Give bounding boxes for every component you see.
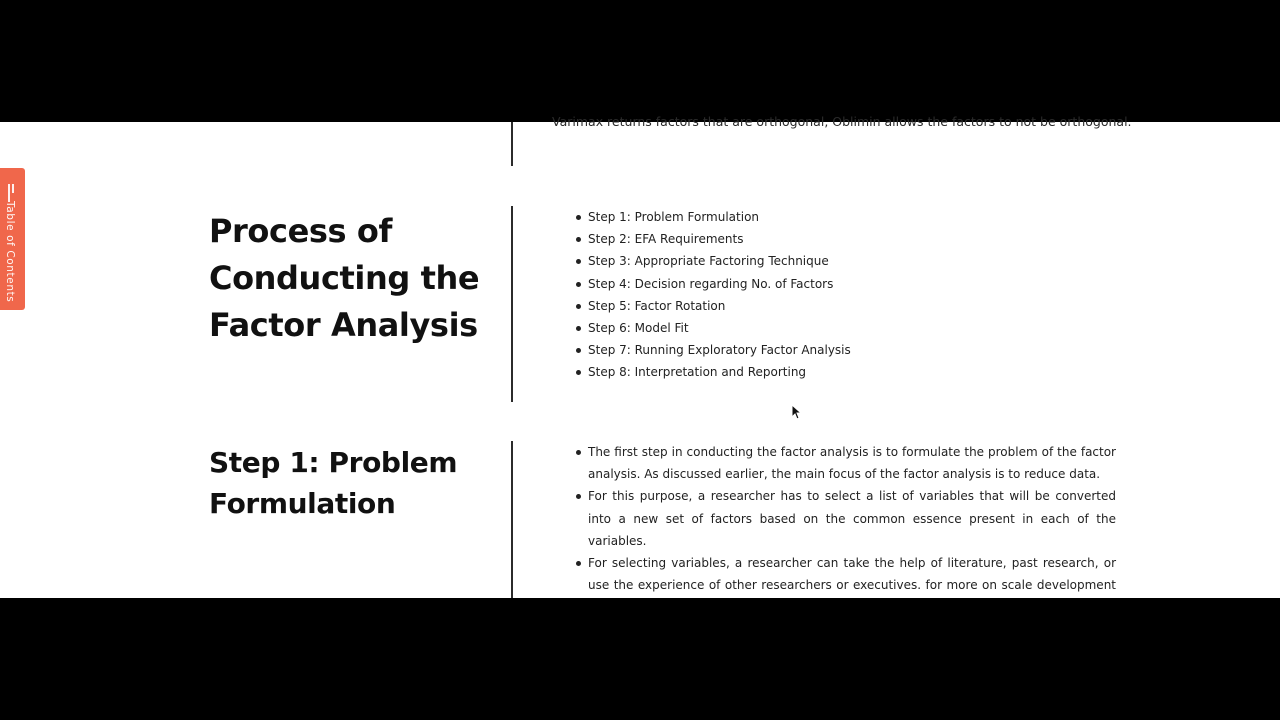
list-item: For this purpose, a researcher has to select a list of variables that will be converted into a new set of factors based on the common essence present in each of the variables.	[576, 485, 1116, 552]
step1-points-list	[576, 441, 1116, 619]
list-item-text: For selecting variables, a researcher can take the help of literature, past research, or use the experience of other researchers or executives. for more on scale development	[588, 556, 1116, 593]
list-item: Step 1: Problem Formulation	[576, 206, 851, 228]
mouse-cursor-icon	[791, 404, 801, 420]
letterbox-bottom	[0, 598, 1280, 720]
section-divider	[511, 122, 513, 166]
letterbox-top	[0, 0, 1280, 122]
list-item: Step 2: EFA Requirements	[576, 228, 851, 250]
section-divider	[511, 206, 513, 402]
article-page	[0, 114, 1280, 598]
list-item: Step 6: Model Fit	[576, 317, 851, 339]
list-icon	[8, 184, 17, 193]
list-item: Step 7: Running Exploratory Factor Analysis	[576, 339, 851, 361]
list-item: Step 8: Interpretation and Reporting	[576, 361, 851, 383]
list-item: The first step in conducting the factor analysis is to formulate the problem of the factor analysis. As discussed earlier, the main focus of the factor analysis is to reduce data.	[576, 441, 1116, 485]
process-steps-list	[576, 206, 851, 384]
list-item: Step 5: Factor Rotation	[576, 295, 851, 317]
process-section-title: Process of Conducting the Factor Analysis	[209, 212, 480, 344]
previous-section-text: Varimax returns factors that are orthogonal, Oblimin allows the factors to not be orthogonal.	[552, 114, 1132, 129]
list-item: Step 4: Decision regarding No. of Factors	[576, 273, 851, 295]
section-divider	[511, 441, 513, 601]
table-of-contents-tab[interactable]	[0, 168, 25, 310]
list-item: Step 3: Appropriate Factoring Technique	[576, 250, 851, 272]
table-of-contents-label: Table of Contents	[4, 201, 16, 303]
step1-section-title: Step 1: Problem Formulation	[209, 446, 458, 520]
